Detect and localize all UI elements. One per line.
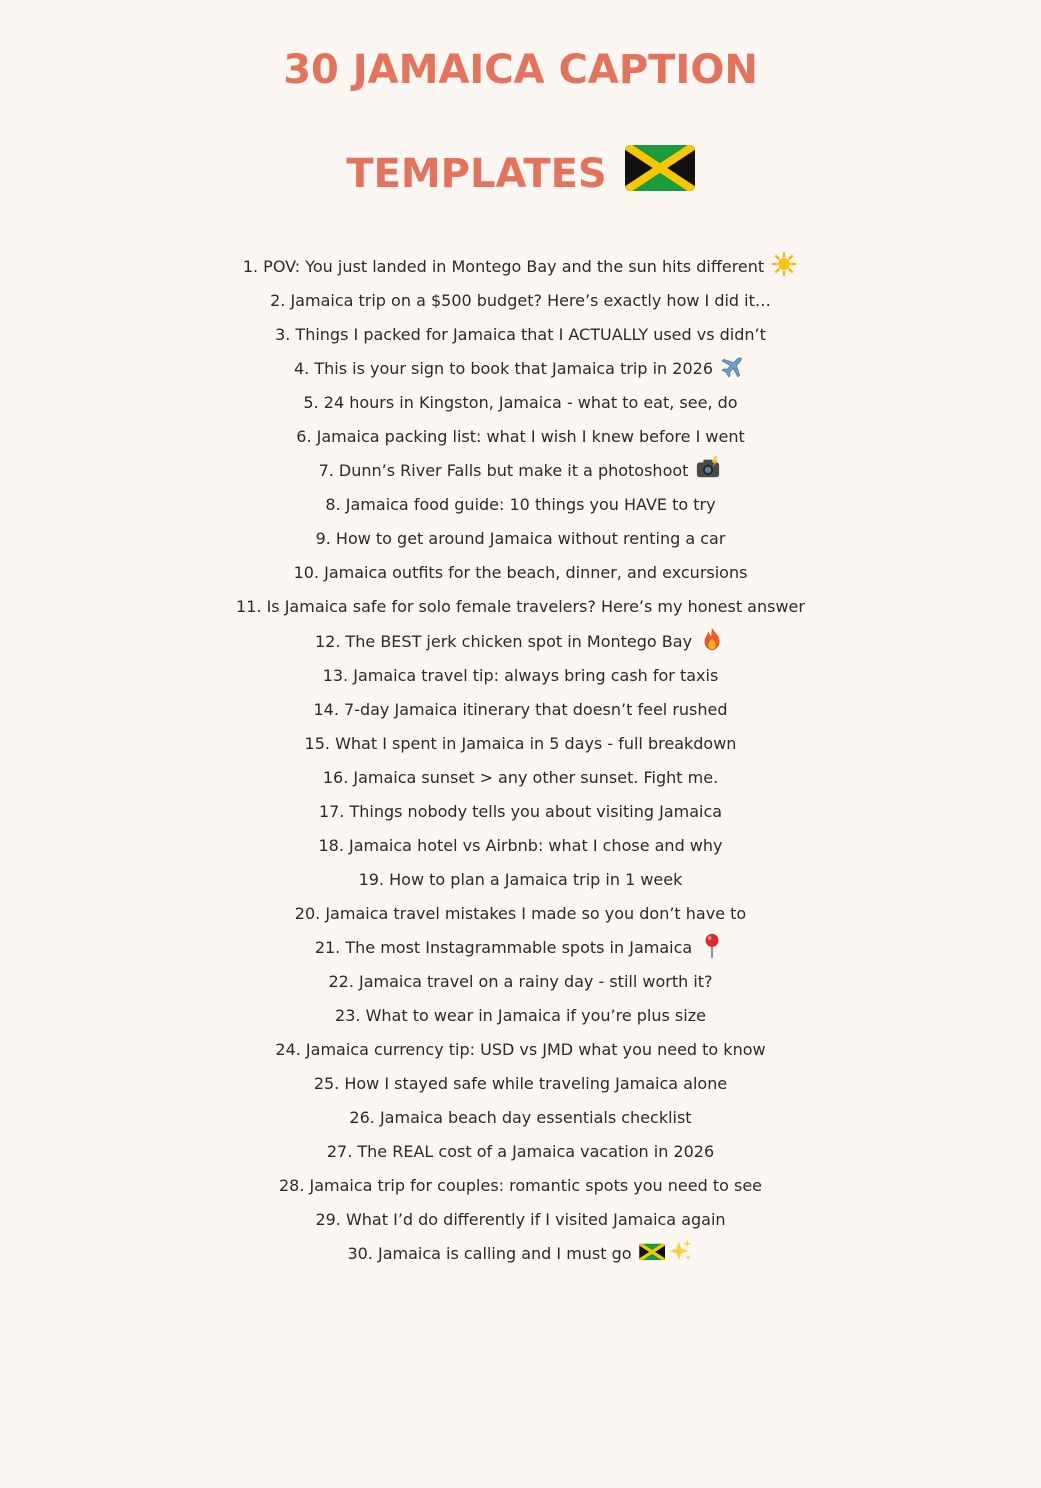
list-item: [0, 863, 1041, 897]
list-item: [0, 590, 1041, 624]
caption-text: 18. Jamaica hotel vs Airbnb: what I chose and why: [318, 835, 723, 855]
caption-text: 17. Things nobody tells you about visiting Jamaica: [318, 801, 723, 821]
caption-text: 2. Jamaica trip on a $500 budget? Here’s exactly how I did it…: [270, 291, 771, 311]
list-item: [0, 318, 1041, 352]
caption-text: 14. 7-day Jamaica itinerary that doesn’t feel rushed: [313, 699, 728, 719]
caption-text: 22. Jamaica travel on a rainy day - still worth it?: [328, 971, 713, 991]
list-item: [0, 352, 1041, 386]
list-item: [0, 1067, 1041, 1101]
list-item: [0, 829, 1041, 863]
list-item: [0, 1135, 1041, 1169]
list-item: [0, 761, 1041, 795]
list-item: [0, 284, 1041, 318]
list-item: [0, 1237, 1041, 1271]
caption-text: 24. Jamaica currency tip: USD vs JMD what you need to know: [275, 1040, 766, 1060]
list-item: [0, 522, 1041, 556]
caption-text: 5. 24 hours in Kingston, Jamaica - what to eat, see, do: [303, 393, 738, 413]
list-item: [0, 1169, 1041, 1203]
list-item: [0, 625, 1041, 659]
jamaica-flag-icon: [625, 145, 695, 191]
caption-text: 20. Jamaica travel mistakes I made so you don’t have to: [294, 903, 747, 923]
caption-text: 29. What I’d do differently if I visited Jamaica again: [315, 1210, 726, 1230]
caption-text: 16. Jamaica sunset > any other sunset. Fight me.: [322, 767, 719, 787]
list-item: [0, 693, 1041, 727]
caption-text: 9. How to get around Jamaica without renting a car: [315, 529, 726, 549]
list-item: [0, 420, 1041, 454]
list-item: [0, 999, 1041, 1033]
pin-icon: [698, 932, 726, 958]
list-item: [0, 1033, 1041, 1067]
caption-text: 11. Is Jamaica safe for solo female travelers? Here’s my honest answer: [236, 597, 805, 617]
caption-text: 8. Jamaica food guide: 10 things you HAVE to try: [325, 495, 716, 515]
title-line-2-text: TEMPLATES: [346, 151, 607, 197]
caption-text: 1. POV: You just landed in Montego Bay and the sun hits different: [242, 257, 765, 276]
list-item: [0, 931, 1041, 965]
camera-flash-icon: [694, 455, 722, 481]
caption-text: 28. Jamaica trip for couples: romantic spots you need to see: [278, 1176, 763, 1196]
list-item: [0, 488, 1041, 522]
list-item: [0, 965, 1041, 999]
caption-text: 7. Dunn’s River Falls but make it a photoshoot: [318, 461, 689, 481]
list-item: [0, 727, 1041, 761]
list-item: [0, 1101, 1041, 1135]
caption-text: 30. Jamaica is calling and I must go: [347, 1244, 632, 1264]
list-item: [0, 250, 1041, 284]
caption-text: 25. How I stayed safe while traveling Jamaica alone: [313, 1074, 728, 1094]
title-line-1: 30 JAMAICA CAPTION: [283, 47, 758, 93]
list-item: [0, 556, 1041, 590]
caption-text: 15. What I spent in Jamaica in 5 days - full breakdown: [304, 733, 737, 753]
caption-list: [0, 250, 1041, 1271]
caption-text: 12. The BEST jerk chicken spot in Montego Bay: [314, 631, 693, 651]
caption-text: 21. The most Instagrammable spots in Jamaica: [314, 937, 693, 957]
title-line-2: [0, 122, 1041, 226]
list-item: [0, 897, 1041, 931]
caption-text: 4. This is your sign to book that Jamaica trip in 2026: [293, 359, 713, 379]
jamaica-flag-sparkles-icon: [638, 1239, 694, 1263]
caption-text: 19. How to plan a Jamaica trip in 1 week: [358, 869, 683, 889]
caption-text: 26. Jamaica beach day essentials checklist: [349, 1108, 692, 1128]
page-title: [0, 18, 1041, 226]
caption-text: 13. Jamaica travel tip: always bring cash for taxis: [322, 665, 719, 685]
caption-text: 23. What to wear in Jamaica if you’re plus size: [335, 1006, 706, 1026]
sun-icon: [770, 251, 798, 277]
list-item: [0, 454, 1041, 488]
caption-text: 27. The REAL cost of a Jamaica vacation in 2026: [326, 1142, 715, 1162]
list-item: [0, 386, 1041, 420]
airplane-icon: [719, 353, 747, 379]
caption-text: 3. Things I packed for Jamaica that I ACTUALLY used vs didn’t: [275, 325, 766, 345]
list-item: [0, 795, 1041, 829]
list-item: [0, 1203, 1041, 1237]
list-item: [0, 659, 1041, 693]
fire-icon: [698, 626, 726, 652]
caption-text: 10. Jamaica outfits for the beach, dinner, and excursions: [293, 563, 748, 583]
caption-text: 6. Jamaica packing list: what I wish I knew before I went: [296, 427, 745, 447]
